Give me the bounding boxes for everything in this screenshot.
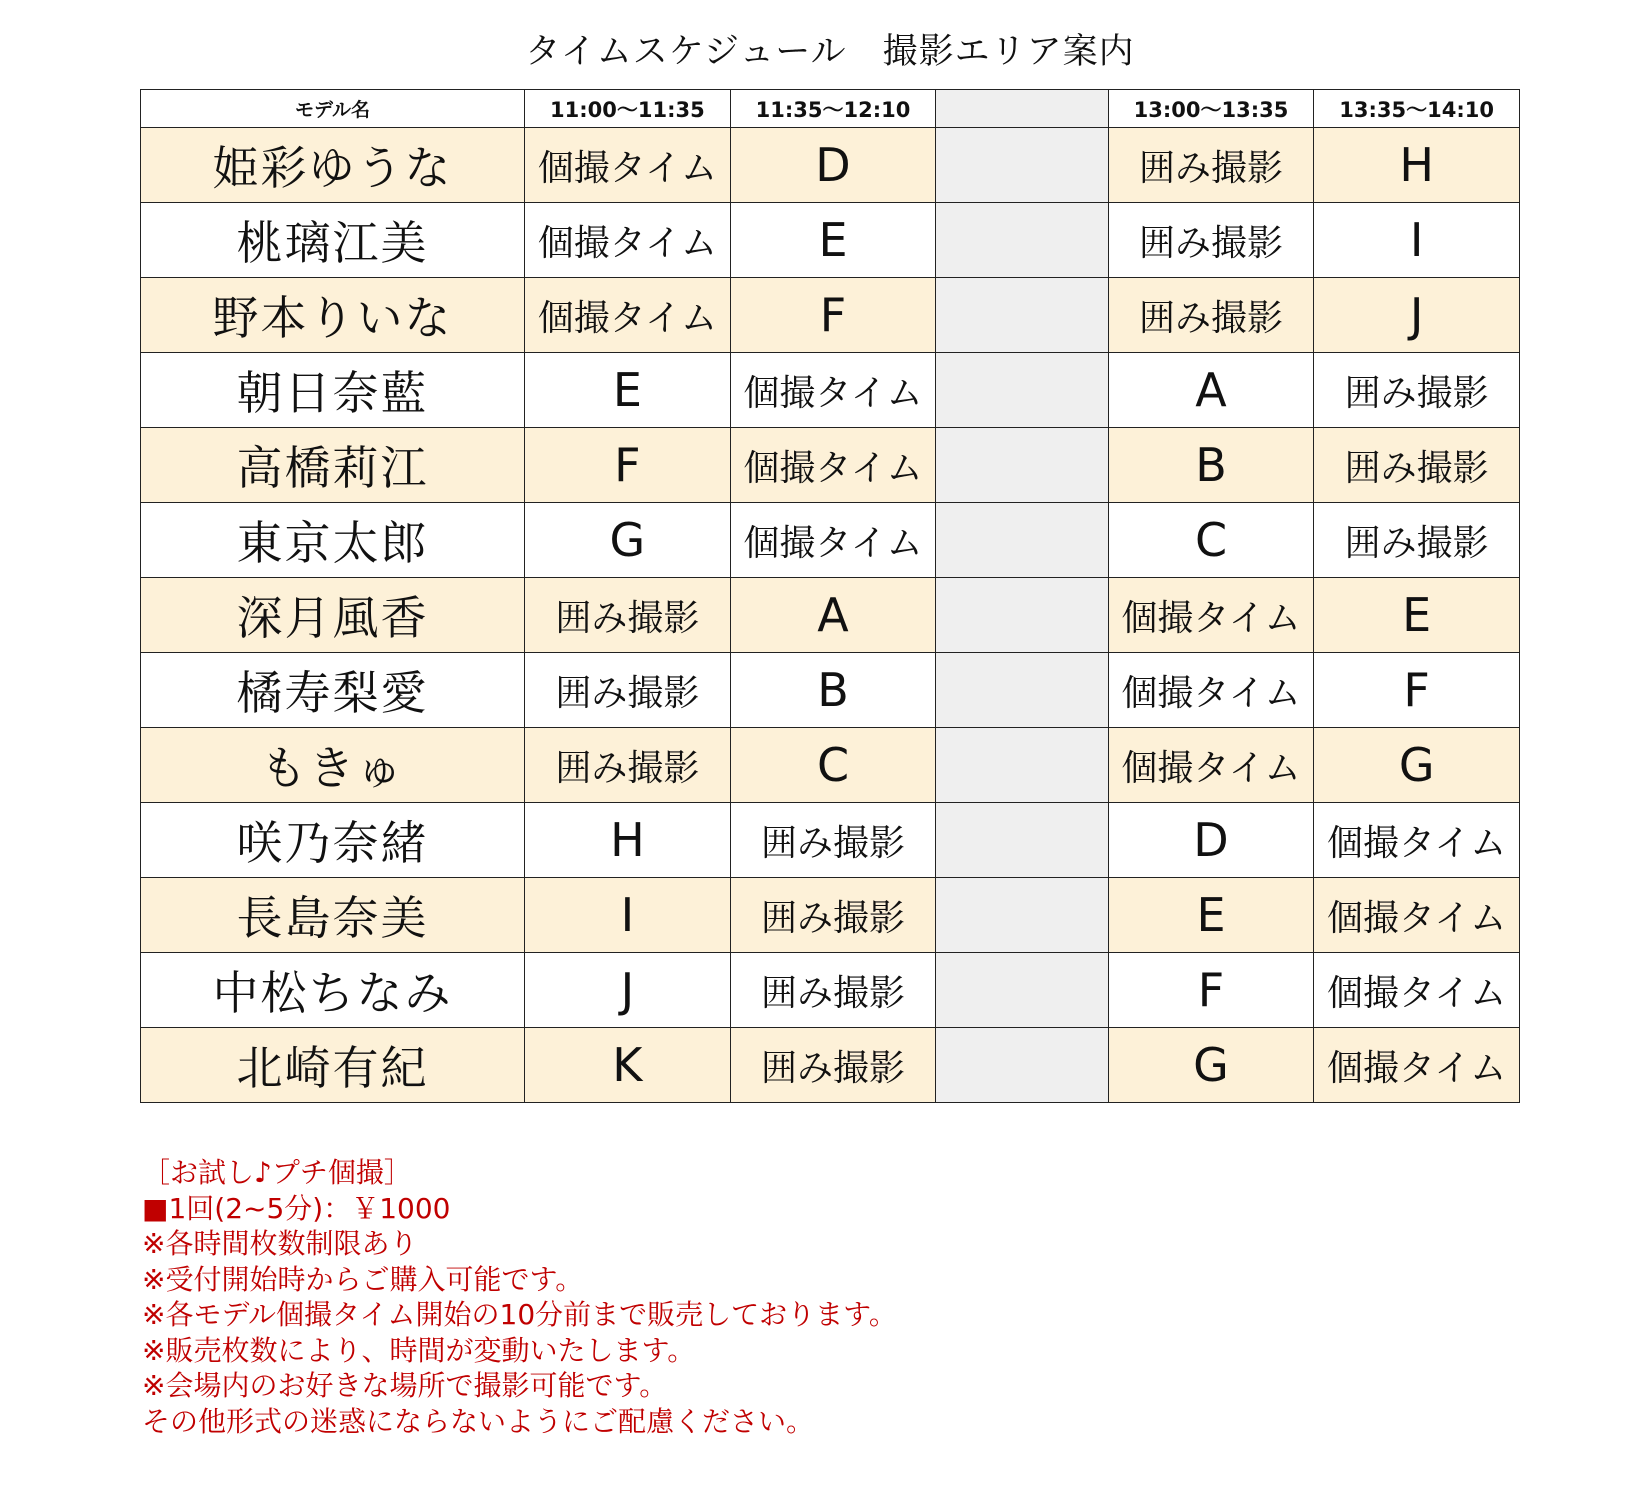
schedule-cell: 囲み撮影	[1314, 428, 1520, 503]
table-row	[141, 278, 1520, 353]
break-cell	[936, 428, 1108, 503]
notes-line: ※受付開始時からご購入可能です。	[142, 1262, 584, 1296]
schedule-cell: J	[1314, 278, 1520, 353]
model-name-cell: 野本りいな	[141, 278, 525, 353]
table-row	[141, 953, 1520, 1028]
break-cell	[936, 278, 1108, 353]
notes-line: ※各モデル個撮タイム開始の10分前まで販売しております。	[142, 1298, 897, 1331]
schedule-cell: E	[1314, 578, 1520, 653]
notes-line: ※会場内のお好きな場所で撮影可能です。	[142, 1369, 668, 1402]
notes-price: ■1回(2~5分)：￥1000	[142, 1191, 451, 1225]
schedule-cell: 囲み撮影	[1314, 353, 1520, 428]
break-cell	[936, 728, 1108, 803]
break-cell	[936, 128, 1108, 203]
schedule-cell: I	[525, 878, 731, 953]
schedule-table	[140, 89, 1520, 1103]
schedule-cell: 個撮タイム	[730, 503, 936, 578]
schedule-cell: 個撮タイム	[525, 128, 731, 203]
break-cell	[936, 203, 1108, 278]
notes-line: ※各時間枚数制限あり	[142, 1227, 418, 1260]
notes-heading: ［お試し♪プチ個撮］	[142, 1156, 412, 1189]
schedule-cell: B	[1108, 428, 1314, 503]
schedule-cell: H	[525, 803, 731, 878]
schedule-cell: E	[730, 203, 936, 278]
schedule-cell: 個撮タイム	[730, 353, 936, 428]
table-row	[141, 353, 1520, 428]
schedule-cell: C	[730, 728, 936, 803]
model-name-cell: 姫彩ゆうな	[141, 128, 525, 203]
schedule-cell: H	[1314, 128, 1520, 203]
table-row	[141, 428, 1520, 503]
notes	[142, 1155, 1042, 1439]
model-name-cell: 高橋莉江	[141, 428, 525, 503]
break-cell	[936, 503, 1108, 578]
schedule-cell: 個撮タイム	[525, 278, 731, 353]
schedule-cell: G	[1314, 728, 1520, 803]
model-name-cell: 深月風香	[141, 578, 525, 653]
schedule-cell: D	[730, 128, 936, 203]
schedule-cell: 個撮タイム	[730, 428, 936, 503]
schedule-cell: C	[1108, 503, 1314, 578]
model-name-cell: もきゅ	[141, 728, 525, 803]
schedule-cell: B	[730, 653, 936, 728]
table-row	[141, 728, 1520, 803]
header-slot-3: 13:00〜13:35	[1108, 90, 1314, 128]
schedule-cell: 個撮タイム	[1314, 953, 1520, 1028]
table-row	[141, 128, 1520, 203]
table-row	[141, 503, 1520, 578]
break-cell	[936, 653, 1108, 728]
schedule-cell: F	[730, 278, 936, 353]
schedule-cell: J	[525, 953, 731, 1028]
schedule-cell: F	[1314, 653, 1520, 728]
schedule-cell: K	[525, 1028, 731, 1103]
table-row	[141, 803, 1520, 878]
schedule-cell: 個撮タイム	[525, 203, 731, 278]
header-slot-1: 11:00〜11:35	[525, 90, 731, 128]
model-name-cell: 朝日奈藍	[141, 353, 525, 428]
schedule-cell: D	[1108, 803, 1314, 878]
table-row	[141, 1028, 1520, 1103]
page-title: タイムスケジュール 撮影エリア案内	[525, 32, 1135, 72]
schedule-cell: 囲み撮影	[1314, 503, 1520, 578]
break-cell	[936, 953, 1108, 1028]
model-name-cell: 咲乃奈緒	[141, 803, 525, 878]
schedule-cell: 囲み撮影	[730, 803, 936, 878]
notes-line: その他形式の迷惑にならないようにご配慮ください。	[142, 1404, 815, 1438]
table-row	[141, 878, 1520, 953]
header-slot-2: 11:35〜12:10	[730, 90, 936, 128]
schedule-cell: 個撮タイム	[1108, 728, 1314, 803]
notes-line: ※販売枚数により、時間が変動いたします。	[142, 1333, 696, 1367]
schedule-cell: 囲み撮影	[1108, 128, 1314, 203]
schedule-cell: 囲み撮影	[1108, 203, 1314, 278]
model-name-cell: 中松ちなみ	[141, 953, 525, 1028]
header-slot-4: 13:35〜14:10	[1314, 90, 1520, 128]
schedule-cell: G	[525, 503, 731, 578]
schedule-cell: 囲み撮影	[730, 953, 936, 1028]
model-name-cell: 長島奈美	[141, 878, 525, 953]
schedule-cell: 囲み撮影	[730, 1028, 936, 1103]
schedule-cell: 個撮タイム	[1314, 878, 1520, 953]
break-cell	[936, 578, 1108, 653]
header-row	[141, 90, 1520, 128]
table-row	[141, 203, 1520, 278]
schedule-cell: 囲み撮影	[525, 653, 731, 728]
schedule-cell: F	[1108, 953, 1314, 1028]
break-cell	[936, 1028, 1108, 1103]
schedule-cell: 囲み撮影	[525, 578, 731, 653]
break-cell	[936, 353, 1108, 428]
schedule-cell: 個撮タイム	[1108, 578, 1314, 653]
header-model-name: モデル名	[141, 90, 525, 128]
schedule-cell: 個撮タイム	[1314, 1028, 1520, 1103]
schedule-cell: E	[1108, 878, 1314, 953]
model-name-cell: 北崎有紀	[141, 1028, 525, 1103]
schedule-cell: I	[1314, 203, 1520, 278]
model-name-cell: 桃璃江美	[141, 203, 525, 278]
model-name-cell: 東京太郎	[141, 503, 525, 578]
schedule-cell: F	[525, 428, 731, 503]
break-cell	[936, 803, 1108, 878]
model-name-cell: 橘寿梨愛	[141, 653, 525, 728]
break-cell	[936, 878, 1108, 953]
table-row	[141, 578, 1520, 653]
table-row	[141, 653, 1520, 728]
schedule-cell: A	[730, 578, 936, 653]
schedule-cell: G	[1108, 1028, 1314, 1103]
schedule-cell: 囲み撮影	[1108, 278, 1314, 353]
schedule-cell: E	[525, 353, 731, 428]
schedule-cell: 個撮タイム	[1314, 803, 1520, 878]
schedule-cell: 囲み撮影	[525, 728, 731, 803]
header-break	[936, 90, 1108, 128]
schedule-cell: 囲み撮影	[730, 878, 936, 953]
schedule-cell: A	[1108, 353, 1314, 428]
schedule-cell: 個撮タイム	[1108, 653, 1314, 728]
